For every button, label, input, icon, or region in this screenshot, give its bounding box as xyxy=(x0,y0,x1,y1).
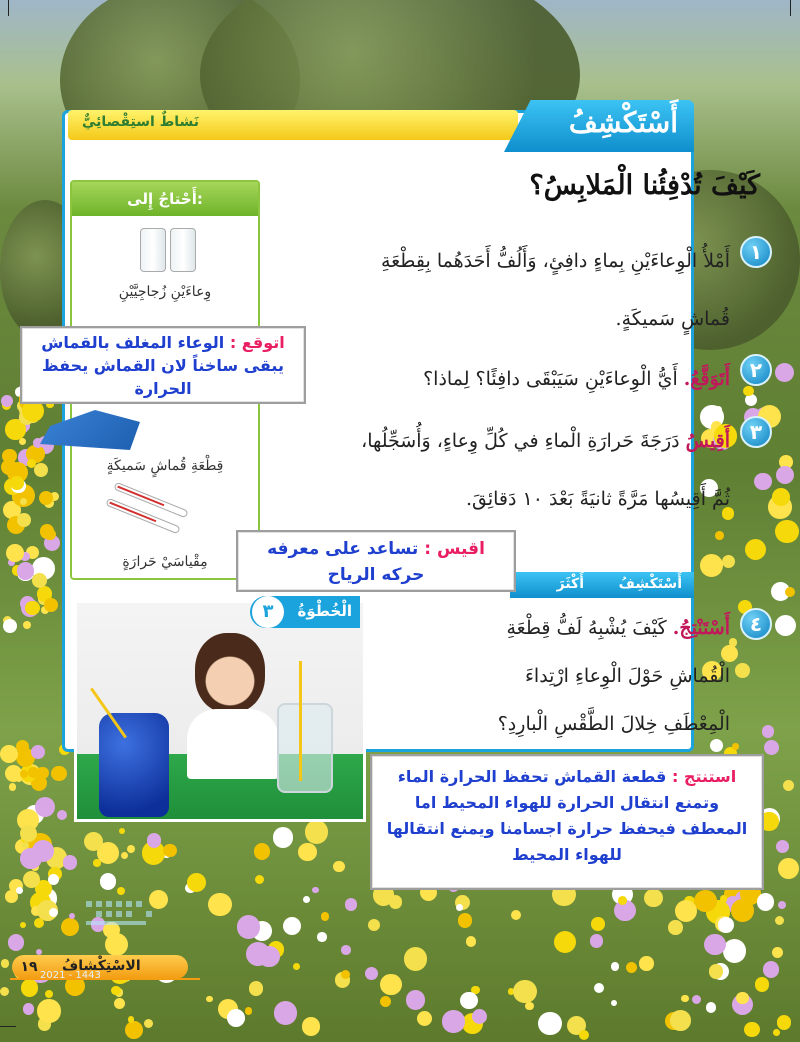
glass-jar xyxy=(277,703,333,793)
flower xyxy=(293,963,300,970)
step-keyword: أَسْتَنْتِجُ. xyxy=(672,617,730,639)
flower xyxy=(772,488,790,506)
flower xyxy=(668,920,683,935)
header-subtitle-bar xyxy=(68,110,518,140)
step-body: أَمْلأُ الْوِعاءَيْنِ بِماءٍ دافِئٍ، وَأَلُفُّ أَحَدَهُما بِقِطْعَةِ قُماشٍ سَميكَةٍ. xyxy=(380,250,730,330)
step-text xyxy=(352,232,730,348)
step-number: ١ xyxy=(740,236,772,268)
flower xyxy=(341,945,351,955)
flower xyxy=(17,562,35,580)
flower xyxy=(0,745,18,763)
flower xyxy=(44,529,55,540)
flower xyxy=(772,947,783,958)
flower xyxy=(1,959,9,967)
girl-figure xyxy=(195,633,265,713)
note-text: قطعة القماش تحفظ الحرارة الماء وتمنع انتقال الحرارة للهواء المحيط اما المعطف فيحفظ حرارة اجسامنا ويمنع انتقالها للهواء المحيط xyxy=(386,767,748,864)
flower xyxy=(511,910,521,920)
step-number: ٣ xyxy=(740,416,772,448)
flower xyxy=(100,873,117,890)
flower xyxy=(305,820,328,843)
photo-step-label: الْخُطْوَةُ xyxy=(297,602,352,620)
flower xyxy=(3,619,17,633)
flower xyxy=(442,1010,464,1032)
footer-section-label: الاسْتِكْشافُ xyxy=(62,958,141,974)
crop-mark xyxy=(790,0,791,16)
flower xyxy=(31,745,45,759)
watermark-logo xyxy=(40,895,180,951)
explore-more-label: أَكْثَرَ xyxy=(556,576,584,592)
step-body: كَيْفَ يُشْبِهُ لَفُّ قِطْعَةِ الْقُماشِ حَوْلَ الْوِعاءِ ارْتِداءَ الْمِعْطَفِ خِلالَ الطَّقْسِ الْبارِدِ؟ xyxy=(497,617,730,735)
flower xyxy=(312,887,318,893)
flower xyxy=(731,899,754,922)
flower xyxy=(591,917,605,931)
flower xyxy=(39,491,53,505)
flower xyxy=(675,900,697,922)
footer-year: 2021 - 1443 xyxy=(40,970,101,981)
flower xyxy=(321,912,330,921)
measure-note xyxy=(236,530,516,592)
flower xyxy=(380,996,391,1007)
flower xyxy=(163,844,177,858)
flower xyxy=(0,987,9,996)
flower xyxy=(744,1022,759,1037)
flower xyxy=(594,983,604,993)
step-number: ٢ xyxy=(740,354,772,386)
flower xyxy=(590,934,603,947)
flower xyxy=(237,915,260,938)
note-key: استنتج : xyxy=(671,767,737,786)
flower xyxy=(611,1000,617,1006)
step-text xyxy=(352,412,730,528)
flower xyxy=(368,919,380,931)
flower xyxy=(17,513,31,527)
flower xyxy=(706,1002,717,1013)
flower xyxy=(345,898,357,910)
flower xyxy=(245,1007,252,1014)
flower xyxy=(736,992,748,1004)
flower xyxy=(554,931,576,953)
flower xyxy=(404,947,427,970)
flower xyxy=(722,555,735,568)
flower xyxy=(51,766,67,782)
material-item: وِعاءَيْنِ زُجاجِيَّيْنِ xyxy=(118,284,212,300)
flower xyxy=(513,980,537,1004)
step-4 xyxy=(472,604,772,748)
flower xyxy=(20,498,27,505)
flower xyxy=(20,922,26,928)
flower xyxy=(681,995,689,1003)
header-subtitle: نَشاطٌ استِقْصائِيٌّ xyxy=(82,114,200,130)
explore-more-label: أَسْتَكْشِفُ xyxy=(618,576,682,592)
flower xyxy=(302,1017,321,1036)
flower xyxy=(34,463,48,477)
flower xyxy=(365,967,379,981)
flower xyxy=(20,825,37,842)
flower xyxy=(274,1001,298,1025)
flower xyxy=(6,544,24,562)
flower xyxy=(144,1019,153,1028)
note-key: اقيس : xyxy=(424,539,485,559)
flower xyxy=(303,896,311,904)
flower xyxy=(715,531,724,540)
flower xyxy=(21,979,38,996)
flower xyxy=(406,990,425,1009)
flower xyxy=(723,939,746,962)
flower xyxy=(48,874,60,886)
flower xyxy=(466,936,476,946)
flower xyxy=(63,855,78,870)
flower xyxy=(670,1010,691,1031)
flower xyxy=(117,887,125,895)
experiment-photo xyxy=(74,600,366,822)
flower xyxy=(718,917,734,933)
flower xyxy=(317,932,326,941)
note-text: الوعاء المغلف بالقماش يبقى ساخناً لان القماش يحفظ الحرارة xyxy=(41,333,284,398)
flower xyxy=(775,363,794,382)
flower xyxy=(283,917,302,936)
flower xyxy=(775,916,784,925)
flower xyxy=(783,780,794,791)
flower xyxy=(778,901,786,909)
flower xyxy=(745,539,767,561)
flower xyxy=(773,1029,780,1036)
flower xyxy=(258,946,279,967)
flower xyxy=(700,554,723,577)
watermark-icon xyxy=(40,895,180,951)
flower xyxy=(692,995,701,1004)
flower xyxy=(254,843,271,860)
flower xyxy=(757,893,775,911)
flower xyxy=(776,840,789,853)
flower xyxy=(417,1011,432,1026)
flower xyxy=(84,832,103,851)
flower xyxy=(187,873,206,892)
flower xyxy=(694,890,716,912)
step-number: ٤ xyxy=(740,608,772,640)
flower xyxy=(255,875,264,884)
photo-step-number: ٣ xyxy=(252,596,284,628)
materials-heading: أَحْتاجُ إِلى: xyxy=(72,182,258,216)
explore-more-bar xyxy=(510,572,694,598)
flower xyxy=(8,934,25,951)
flower xyxy=(119,828,125,834)
step-1 xyxy=(352,232,772,348)
flower xyxy=(618,896,627,905)
flower xyxy=(763,961,779,977)
crop-mark xyxy=(0,1026,16,1027)
note-text: تساعد على معرفه حركه الرياح xyxy=(267,539,425,585)
header-title: أَسْتَكْشِفُ xyxy=(568,106,678,139)
activity-header xyxy=(62,100,694,152)
photo-step-tag xyxy=(250,596,360,628)
glass-jar-icon xyxy=(140,228,166,272)
flower xyxy=(5,890,18,903)
flower xyxy=(9,783,16,790)
flower xyxy=(775,520,799,544)
page-number: ١٩ xyxy=(20,959,38,975)
flower xyxy=(20,848,42,870)
material-item: مِقْياسَيْ حَرارَةٍ xyxy=(122,554,208,570)
flower xyxy=(249,981,263,995)
step-text xyxy=(472,604,730,748)
flower xyxy=(57,810,67,820)
flower xyxy=(458,913,472,927)
flower xyxy=(125,1021,143,1039)
flower xyxy=(37,999,60,1022)
girl-figure xyxy=(187,709,279,779)
flower xyxy=(785,587,795,597)
flower xyxy=(35,797,55,817)
flower xyxy=(777,1015,792,1030)
glass-jar-icon xyxy=(170,228,196,272)
flower xyxy=(611,962,620,971)
flower xyxy=(45,990,53,998)
flower xyxy=(206,996,212,1002)
flower xyxy=(25,601,39,615)
flower xyxy=(114,998,125,1009)
flower xyxy=(776,466,794,484)
flower xyxy=(472,1009,487,1024)
flower xyxy=(525,1002,533,1010)
flower xyxy=(644,889,663,908)
flower xyxy=(19,438,26,445)
conclude-note xyxy=(370,754,764,890)
main-question: كَيْفَ تُدْفِئُنا الْمَلابِسُ؟ xyxy=(529,170,760,201)
flower xyxy=(579,1030,589,1040)
flower xyxy=(28,767,39,778)
flower xyxy=(127,845,135,853)
flower xyxy=(778,858,799,879)
flower xyxy=(23,1003,34,1014)
flower xyxy=(44,598,58,612)
flower xyxy=(538,1012,562,1036)
material-item: قِطْعَةِ قُماشٍ سَميكَةٍ xyxy=(106,458,224,474)
flower xyxy=(298,843,317,862)
flower xyxy=(32,573,47,588)
flower xyxy=(10,476,23,489)
thermometer-straw xyxy=(299,661,302,781)
flower xyxy=(111,986,120,995)
predict-note xyxy=(20,326,306,404)
wrapped-jar xyxy=(99,713,169,817)
flower xyxy=(273,827,293,847)
flower xyxy=(755,977,769,991)
step-2 xyxy=(352,350,772,408)
step-text xyxy=(423,350,730,408)
crop-mark xyxy=(8,0,9,16)
step-keyword: أَقِيسُ xyxy=(685,430,730,452)
flower xyxy=(23,621,31,629)
flower xyxy=(227,1009,245,1027)
flower xyxy=(626,962,637,973)
note-key: اتوقع : xyxy=(229,333,285,352)
flower xyxy=(709,964,724,979)
step-body: دَرَجَةَ حَرارَةِ الْماءِ في كُلِّ وِعاءٍ، وَأُسَجِّلُها، ثُمَّ أَقِيسُها مَرَّةً ثانيَةً بَعْدَ ١٠ دَقائِقَ. xyxy=(361,430,730,510)
flower xyxy=(208,893,232,917)
flower xyxy=(1,395,13,407)
step-body: أَيُّ الْوِعاءَيْنِ سَيَبْقَى دافِئًا؟ لِماذا؟ xyxy=(423,368,678,390)
flower xyxy=(121,852,128,859)
step-keyword: أَتَوَقَّعُ. xyxy=(683,368,730,390)
flower xyxy=(639,956,654,971)
flower xyxy=(380,974,402,996)
step-3 xyxy=(352,412,772,528)
flower xyxy=(460,992,477,1009)
flower xyxy=(775,615,796,636)
flower xyxy=(333,861,345,873)
